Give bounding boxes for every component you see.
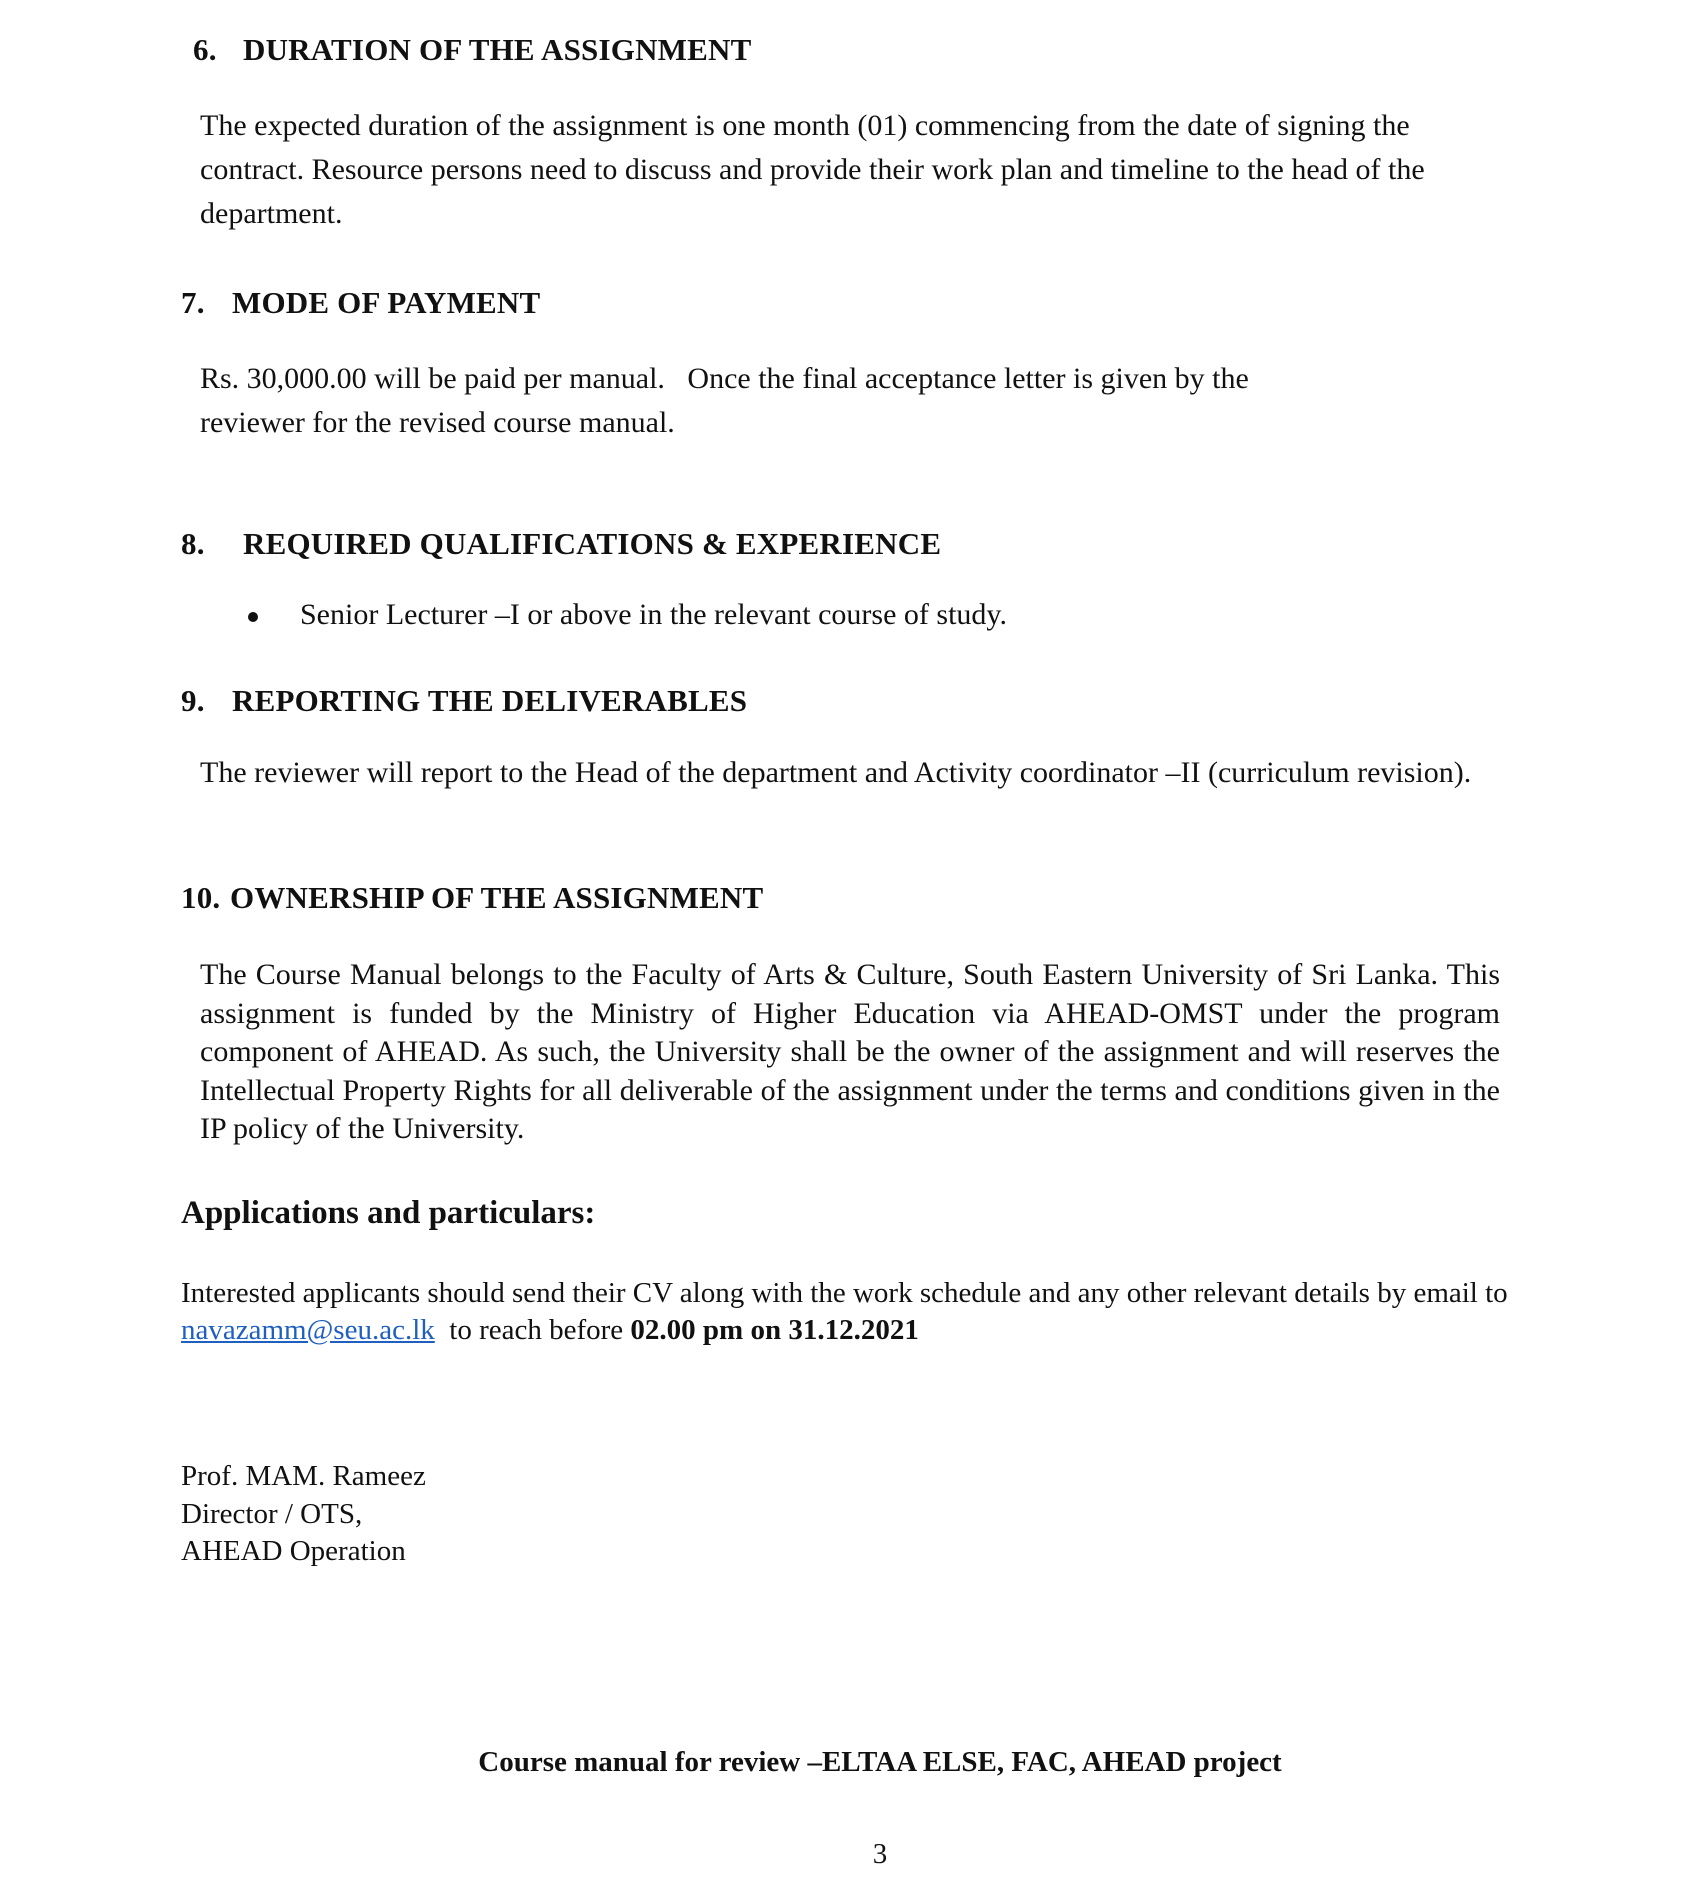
- applications-text: [181, 1275, 1541, 1349]
- section-9-title: REPORTING THE DELIVERABLES: [232, 683, 748, 718]
- applications-text-intro: Interested applicants should send their CV along with the work schedule and any other relevant details by email to: [181, 1277, 1508, 1309]
- qualification-bullet-text: Senior Lecturer –I or above in the relevant course of study.: [300, 598, 1007, 631]
- section-7-body: [200, 357, 1505, 445]
- section-9-heading: [181, 683, 747, 719]
- signature-block: [181, 1458, 426, 1571]
- applications-heading: Applications and particulars:: [181, 1195, 596, 1231]
- email-link[interactable]: navazamm@seu.ac.lk: [181, 1314, 435, 1346]
- applications-text-middle: to reach before: [434, 1314, 631, 1346]
- applications-deadline: 02.00 pm on 31.12.2021: [630, 1314, 919, 1346]
- section-9-body: The reviewer will report to the Head of the department and Activity coordinator –II (curriculum revision).: [200, 756, 1472, 789]
- section-7-body-line-1: Rs. 30,000.00 will be paid per manual. Once the final acceptance letter is given by the: [200, 362, 1249, 395]
- signatory-organization: AHEAD Operation: [181, 1535, 406, 1567]
- section-6-heading: [193, 32, 751, 68]
- section-9-number: 9.: [181, 683, 205, 718]
- signatory-title: Director / OTS,: [181, 1497, 363, 1530]
- section-7-heading: [181, 285, 540, 321]
- section-10-title: OWNERSHIP OF THE ASSIGNMENT: [230, 880, 764, 915]
- section-10-body: The Course Manual belongs to the Faculty of Arts & Culture, South Eastern University of Sri Lanka. This assignment is funded by the Ministry of Higher Education via AHEAD-OMST under the program component of AHEAD. As such, the University shall be the owner of the assignment and will reserves the Intellectual Property Rights for all deliverable of the assignment under the terms and conditions given in the IP policy of the University.: [200, 958, 1500, 1145]
- signatory-name: Prof. MAM. Rameez: [181, 1460, 426, 1492]
- section-8-title: REQUIRED QUALIFICATIONS & EXPERIENCE: [243, 526, 942, 561]
- section-6-body: The expected duration of the assignment is one month (01) commencing from the date of signing the contract. Resource persons need to discuss and provide their work plan and timeline to the head of the department.: [200, 109, 1425, 230]
- section-8-heading: [181, 526, 941, 562]
- section-7-number: 7.: [181, 285, 205, 320]
- section-7-title: MODE OF PAYMENT: [232, 285, 541, 320]
- section-8-number: 8.: [181, 526, 205, 561]
- section-7-body-line-2: reviewer for the revised course manual.: [200, 406, 675, 439]
- section-6-number: 6.: [193, 32, 217, 67]
- footer-text: Course manual for review –ELTAA ELSE, FAC, AHEAD project: [478, 1746, 1282, 1778]
- section-10-heading: [181, 880, 763, 916]
- section-10-number: 10.: [181, 880, 221, 915]
- section-6-title: DURATION OF THE ASSIGNMENT: [243, 32, 752, 67]
- page-number: 3: [872, 1838, 888, 1870]
- bullet-icon: [248, 612, 258, 622]
